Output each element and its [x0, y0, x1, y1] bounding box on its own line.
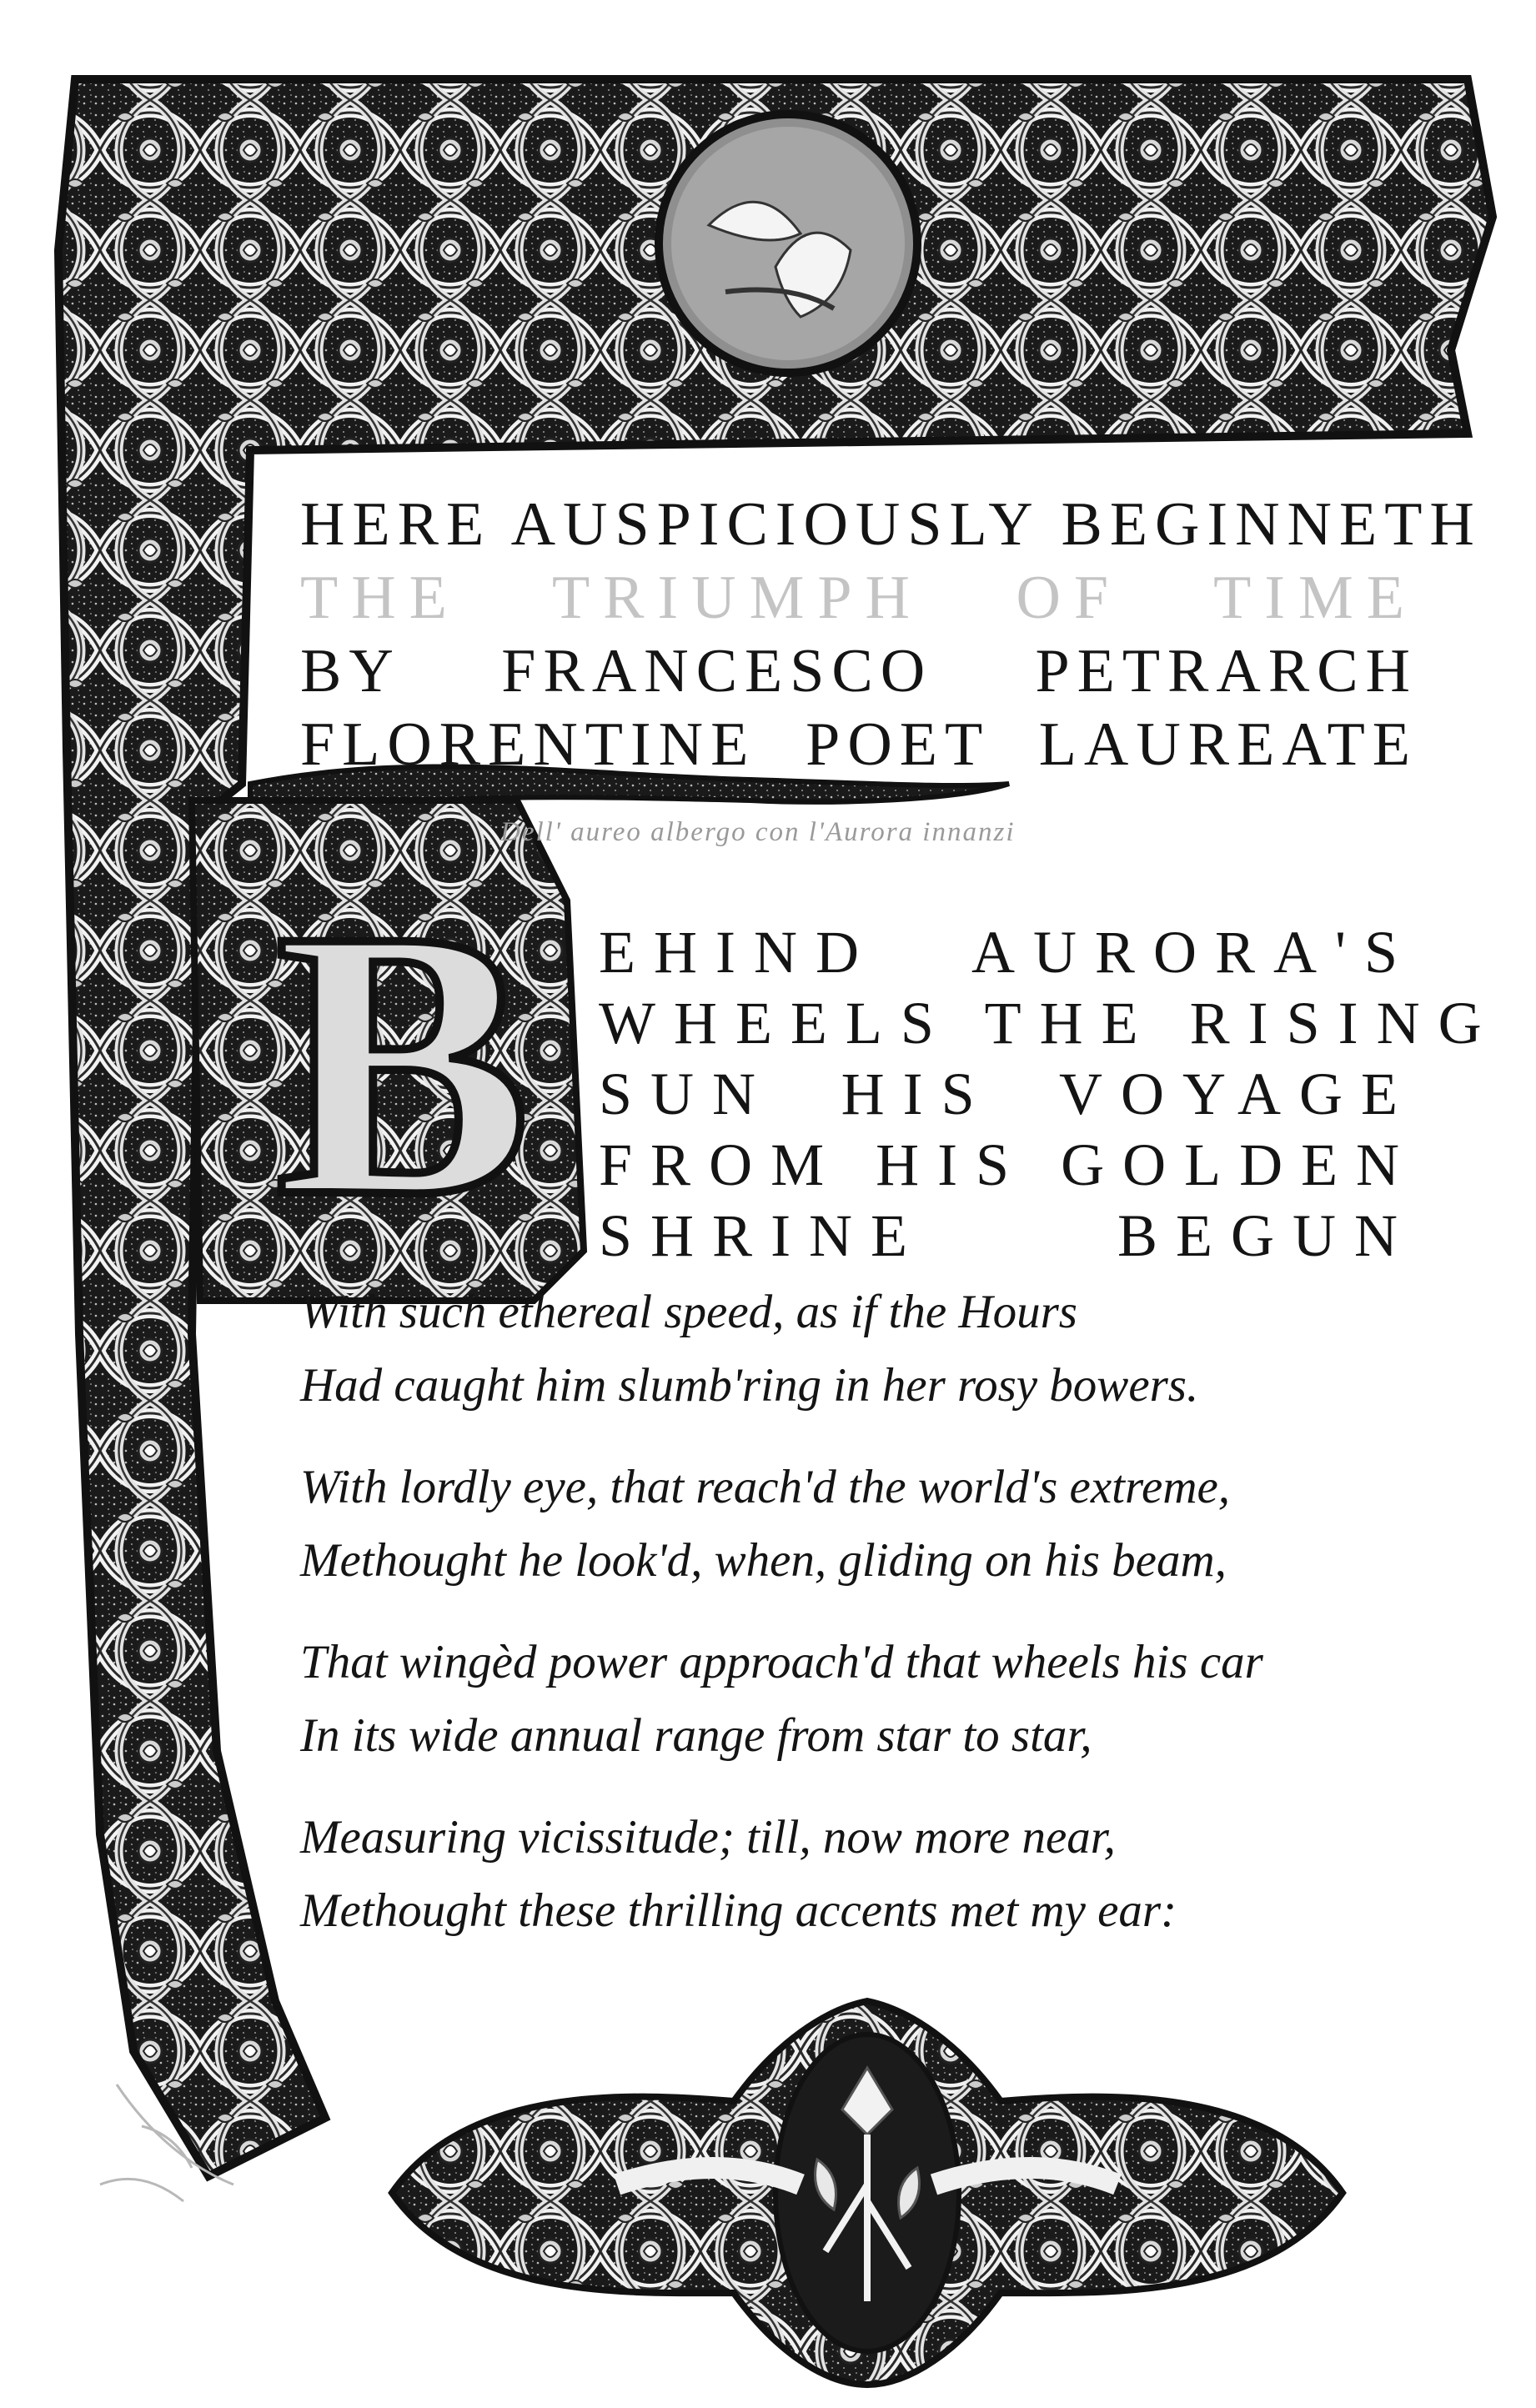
dropcap-text — [599, 917, 1500, 1272]
title-line-1: HERE AUSPICIOUSLY BEGINNETH — [300, 490, 1482, 559]
stanza — [300, 1801, 1434, 1948]
dropcap-letter: B — [275, 850, 531, 1276]
dropcap-line-3: SUN HIS VOYAGE — [599, 1061, 1416, 1127]
verse-line: Measuring vicissitude; till, now more near, — [300, 1811, 1116, 1864]
dropcap-box — [192, 800, 584, 1301]
title-line-2: THE TRIUMPH OF TIME — [300, 564, 1418, 632]
title-line-4: FLORENTINE POET LAUREATE — [300, 710, 1418, 779]
verse-body — [300, 1276, 1434, 1976]
bottom-ornament — [392, 2001, 1343, 2385]
dropcap-line-4: FROM HIS GOLDEN — [599, 1131, 1418, 1198]
stanza — [300, 1626, 1434, 1773]
verse-line: That wingèd power approach'd that wheels his car — [300, 1636, 1263, 1688]
verse-line: With such ethereal speed, as if the Hours — [300, 1286, 1077, 1338]
verse-line: Methought he look'd, when, gliding on his beam, — [300, 1534, 1227, 1587]
verse-line: In its wide annual range from star to star, — [300, 1709, 1092, 1762]
stanza — [300, 1276, 1434, 1422]
verse-line: With lordly eye, that reach'd the world's extreme, — [300, 1461, 1231, 1513]
verse-line: Had caught him slumb'ring in her rosy bowers. — [300, 1359, 1199, 1412]
dropcap-line-2: WHEELS THE RISING — [599, 990, 1500, 1056]
title-line-3: BY FRANCESCO PETRARCH — [300, 637, 1418, 705]
verse-line: Methought these thrilling accents met my ear: — [300, 1884, 1177, 1937]
stanza — [300, 1451, 1434, 1598]
title-block — [300, 488, 1482, 781]
dove-medallion-icon — [659, 114, 917, 373]
dropcap-line-1: EHIND AURORA'S — [599, 919, 1416, 986]
dropcap-line-5: SHRINE BEGUN — [599, 1202, 1416, 1269]
italian-source-line: Dell' aureo albergo con l'Aurora innanzi — [500, 817, 1016, 847]
